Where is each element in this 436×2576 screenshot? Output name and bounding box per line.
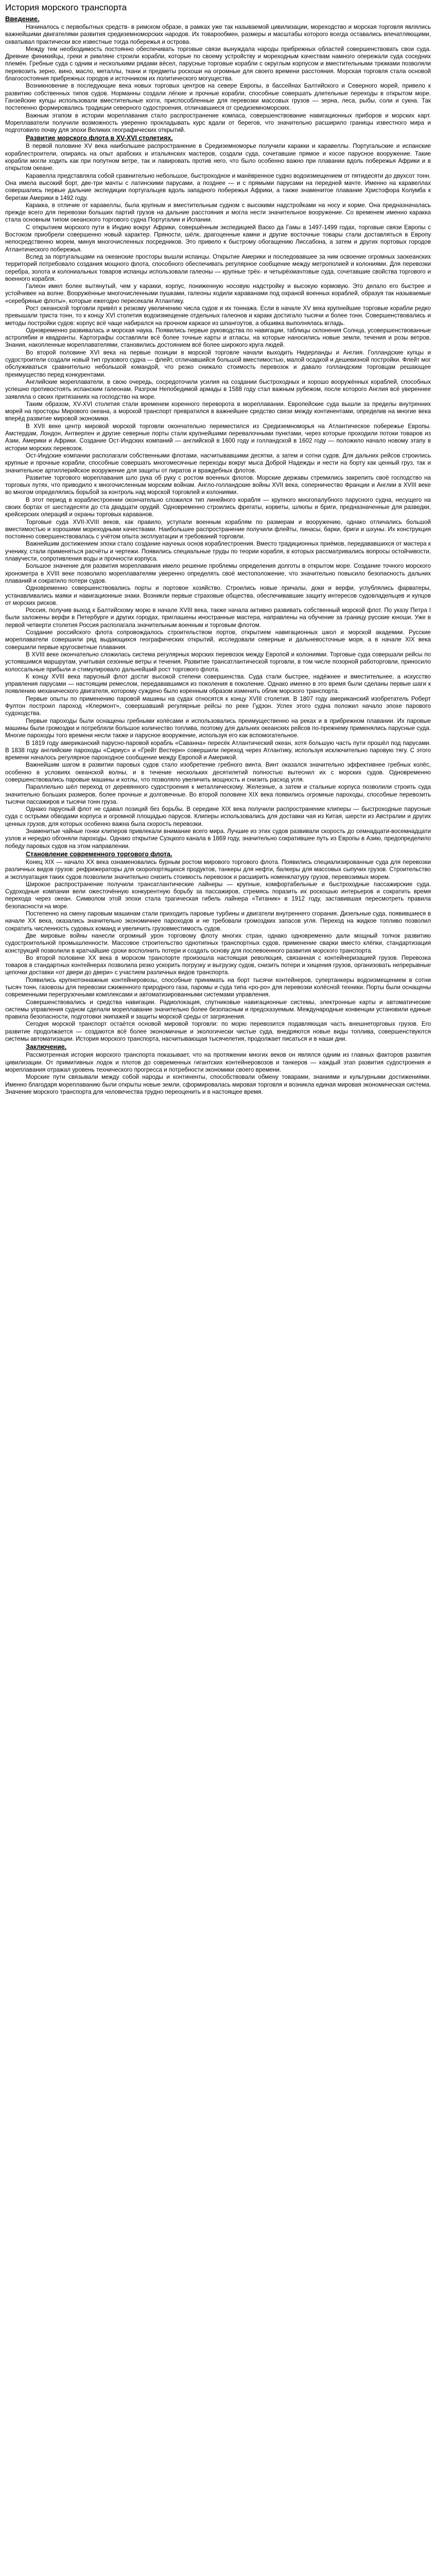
paragraph: Между тем необходимость постоянно обеспечивать торговые связи вынуждала народы прибрежных областей совершенствовать свои суда. Древние финикийцы, греки и римляне строили корабли, которые по своему устройству и мореходным качествам намного опережали суда соседних племён. Гребные суда с одним и несколькими рядами вёсел, парусные торговые корабли с округлым корпусом и вместительными трюмами позволяли перевозить зерно, вино, масло, металлы, ткани и предметы роскоши на огромные для своего времени расстояния. Морская торговля стала основой благосостояния прибрежных городов и источником их политического могущества. bbox=[5, 45, 431, 82]
paragraph: Параллельно шёл переход от деревянного судостроения к металлическому. Железные, а затем и стальные корпуса позволили строить суда значительно больших размеров, более прочные и долговечные. Во второй половине XIX века появились огромные пароходы, способные перевозить тысячи пассажиров и тысячи тонн груза. bbox=[5, 784, 431, 805]
paragraph: В первой половине XV века наибольшее распространение в Средиземноморье получили каракки и каравеллы. Португальские и испанские кораблестроители, опираясь на опыт арабских и итальянских мастеров, создали суда, сочетавшие прямое и косое парусное вооружение. Такие корабли могли ходить как при попутном ветре, так и лавировать против него, что было особенно важно при плавании вдоль побережья Африки и в открытом океане. bbox=[5, 143, 431, 172]
paragraph: Первые опыты по применению паровой машины на судах относятся к концу XVIII столетия. В 1807 году американский изобретатель Роберт Фултон построил пароход «Клермонт», совершавший регулярные рейсы по реке Гудзон. Успех этого судна положил начало эпохе парового судоходства. bbox=[5, 695, 431, 717]
paragraph: Постепенно на смену паровым машинам стали приходить паровые турбины и двигатели внутреннего сгорания. Дизельные суда, появившиеся в начале XX века, оказались значительно экономичнее пароходов и не требовали громоздких запасов угля. Переход на жидкое топливо позволил сократить численность судовых команд и увеличить грузовместимость судов. bbox=[5, 910, 431, 932]
paragraph: Россия, получив выход к Балтийскому морю в начале XVIII века, также начала активно развивать собственный морской флот. По указу Петра I были заложены верфи в Петербурге и других городах, приглашены иностранные мастера, направлены на обучение за границу русские юноши. Уже в первой четверти столетия Россия располагала значительным военным и торговым флотом. bbox=[5, 607, 431, 629]
paragraph: Создание российского флота сопровождалось строительством портов, открытием навигационных школ и морской академии. Русские мореплаватели совершили ряд выдающихся географических открытий, исследовали северные и дальневосточные моря, а в начале XIX века совершили первые кругосветные плавания. bbox=[5, 629, 431, 651]
paragraph: Рост океанской торговли привёл к резкому увеличению числа судов и их тоннажа. Если в начале XV века крупнейшие торговые корабли редко превышали триста тонн, то к концу XVI столетия водоизмещение отдельных галеонов и каракк достигало тысячи и более тонн. Совершенствовались и методы постройки судов: корпус всё чаще набирался на прочном каркасе из шпангоутов, а обшивка выполнялась вгладь. bbox=[5, 304, 431, 327]
paragraph: Большое значение для развития мореплавания имело решение проблемы определения долготы в открытом море. Создание точного морского хронометра в XVIII веке позволило мореплавателям уверенно определять своё местоположение, что значительно повысило безопасность дальних плаваний и сократило потери судов. bbox=[5, 563, 431, 584]
paragraph: Одновременно совершенствовались порты и портовое хозяйство. Строились новые причалы, доки и верфи, углублялись фарватеры, устанавливались маяки и навигационные знаки. Возникли первые страховые общества, обеспечивавшие защиту интересов судовладельцев и купцов от морских рисков. bbox=[5, 585, 431, 606]
paragraph: Важнейшим шагом в развитии паровых судов стало изобретение гребного винта. Винт оказался значительно эффективнее гребных колёс, особенно в условиях океанской волны, и в течение нескольких десятилетий полностью вытеснил их с морских судов. Одновременно совершенствовались паровые машины и котлы, что позволяло увеличить мощность и снизить расход угля. bbox=[5, 761, 431, 783]
paragraph: Широкое распространение получили трансатлантические лайнеры — крупные, комфортабельные и быстроходные пассажирские суда. Судоходные компании вели ожесточённую конкурентную борьбу за пассажиров, стремясь поразить их роскошью интерьеров и сократить время перехода через океан. Символом этой эпохи стала трагическая гибель лайнера «Титаник» в 1912 году, заставившая пересмотреть правила безопасности на море. bbox=[5, 880, 431, 910]
paragraph: Каравелла представляла собой сравнительно небольшое, быстроходное и манёвренное судно водоизмещением от пятидесяти до двухсот тонн. Она имела высокий борт, две-три мачты с латинскими парусами, а позднее — и с прямыми парусами на передней мачте. Именно на каравеллах совершались первые дальние экспедиции португальцев вдоль западного побережья Африки, а также знаменитое плавание Христофора Колумба к берегам Америки в 1492 году. bbox=[5, 172, 431, 201]
paragraph: Английские мореплаватели, в свою очередь, сосредоточили усилия на создании быстроходных и хорошо вооружённых кораблей, способных успешно противостоять испанским галеонам. Разгром Непобедимой армады в 1588 году стал важным рубежом, после которого Англия всё увереннее заявляла о своих притязаниях на господство на море. bbox=[5, 378, 431, 400]
paragraph: Конец XIX — начало XX века ознаменовались бурным ростом мирового торгового флота. Появились специализированные суда для перевозки различных видов грузов: рефрижераторы для скоропортящихся продуктов, танкеры для нефти, балкеры для массовых сыпучих грузов. Строительство и эксплуатация таких судов позволили значительно снизить стоимость перевозок и расширить номенклатуру грузов, перевозимых морем. bbox=[5, 858, 431, 880]
paragraph: Вслед за португальцами на океанские просторы вышли испанцы. Открытие Америки и последовавшее за ним освоение огромных заокеанских территорий потребовало создания мощного флота, способного обеспечивать регулярное сообщение между метрополией и колониями. Для перевозки серебра, золота и колониальных товаров испанцы использовали галеоны — крупные трёх- и четырёхмачтовые суда, сочетавшие свойства торгового и военного корабля. bbox=[5, 253, 431, 282]
paragraph: Ост-Индские компании располагали собственными флотами, насчитывавшими десятки, а затем и сотни судов. Для дальних рейсов строились крупные и прочные корабли, способные совершать многомесячные переходы вокруг мыса Доброй Надежды и нести на борту как ценный груз, так и значительное артиллерийское вооружение для защиты от пиратов и враждебных флотов. bbox=[5, 452, 431, 474]
document-body bbox=[5, 24, 431, 1096]
paragraph: Первые пароходы были оснащены гребными колёсами и использовались преимущественно на реках и в прибрежном плавании. Их паровые машины были громоздки и потребляли большое количество топлива, поэтому для дальних океанских рейсов по-прежнему применялись парусные суда. Многие пароходы того времени несли также и парусное вооружение, используя его как вспомогательное. bbox=[5, 717, 431, 739]
paragraph: Однако парусный флот не сдавал позиций без борьбы. В середине XIX века получили распространение клиперы — быстроходные парусные суда с острыми обводами корпуса и огромной площадью парусов. Клиперы использовались для доставки чая из Китая, шерсти из Австралии и других ценных грузов, для которых особенно важна была скорость перевозки. bbox=[5, 806, 431, 827]
paragraph: Во второй половине XX века в морском транспорте произошла настоящая революция, связанная с контейнеризацией грузов. Перевозка товаров в стандартных контейнерах позволила резко ускорить погрузку и выгрузку судов, снизить потери и хищения грузов, организовать непрерывные цепочки доставки «от двери до двери» с участием различных видов транспорта. bbox=[5, 954, 431, 976]
section-heading: Заключение. bbox=[26, 1043, 67, 1051]
paragraph: В XVII веке центр мировой морской торговли окончательно переместился из Средиземноморья на Атлантическое побережье Европы. Амстердам, Лондон, Антверпен и другие северные порты стали крупнейшими перевалочными пунктами, через которые проходили потоки товаров из Азии, Америки и Африки. Создание Ост-Индских компаний — английской в 1600 году и голландской в 1602 году — положило начало новому этапу в истории морских перевозок. bbox=[5, 422, 431, 452]
paragraph: Важнейшим достижением эпохи стало создание научных основ кораблестроения. Вместо традиционных приёмов, передававшихся от мастера к ученику, стали применяться расчёты и чертежи. Появились специальные труды по теории корабля, в которых рассматривались вопросы остойчивости, плавучести, сопротивления воды и прочности корпуса. bbox=[5, 540, 431, 563]
paragraph: Галеон имел более вытянутый, чем у каракки, корпус, пониженную носовую надстройку и высокую кормовую. Это делало его быстрее и устойчивее на волне. Вооружённые многочисленными пушками, галеоны ходили караванами под охраной военных кораблей, образуя так называемые «серебряные флоты», которые ежегодно пересекали Атлантику. bbox=[5, 283, 431, 304]
document bbox=[0, 0, 436, 1096]
paragraph: Знаменитые чайные гонки клиперов привлекали внимание всего мира. Лучшие из этих судов развивали скорость до семнадцати-восемнадцати узлов и нередко обгоняли пароходы. Однако открытие Суэцкого канала в 1869 году, значительно сократившее путь из Европы в Азию, предопределило победу паровых судов на этом направлении. bbox=[5, 828, 431, 850]
paragraph: Появились крупнотоннажные контейнеровозы, способные принимать на борт тысячи контейнеров, супертанкеры водоизмещением в сотни тысяч тонн, газовозы для перевозки сжиженного природного газа, паромы и суда типа «ро-ро» для перевозки колёсной техники. Порты были оснащены современными перегрузочными комплексами и автоматизированными системами управления. bbox=[5, 976, 431, 998]
paragraph: Одновременно развивалась и морская наука. Появились первые руководства по навигации, таблицы склонения Солнца, усовершенствованные астролябии и квадранты. Картографы составляли всё более точные карты и атласы, на которые наносились новые земли, течения и розы ветров. Знания, накопленные мореплавателями, становились достоянием всё более широкого круга людей. bbox=[5, 327, 431, 349]
paragraph: Важным этапом в истории мореплавания стало распространение компаса, совершенствование навигационных приборов и морских карт. Мореплаватели получили возможность уверенно прокладывать курс вдали от берегов, что значительно расширило границы известного мира и подготовило почву для эпохи Великих географических открытий. bbox=[5, 112, 431, 134]
paragraph: Две мировые войны нанесли огромный урон торговому флоту многих стран, однако одновременно дали мощный толчок развитию судостроительной промышленности. Массовое строительство однотипных транспортных судов, применение сварки вместо клёпки, стандартизация конструкций позволили в кратчайшие сроки восполнить потери и создать основу для послевоенного развития морского транспорта. bbox=[5, 932, 431, 954]
paragraph: Каракка, в отличие от каравеллы, была крупным и вместительным судном с высокими надстройками на носу и корме. Она предназначалась прежде всего для перевозки больших партий грузов на дальние расстояния и могла нести значительное вооружение. Со временем именно каракка стала основным типом океанского торгового судна Португалии и Испании. bbox=[5, 201, 431, 224]
paragraph: Во второй половине XVI века на первые позиции в морской торговле начали выходить Нидерланды и Англия. Голландские купцы и судостроители создали новый тип грузового судна — флейт, отличавшийся большой вместимостью, малой осадкой и дешевизной постройки. Флейт мог обслуживаться сравнительно небольшой командой, что резко снижало стоимость перевозок и давало голландским торговцам решающее преимущество перед конкурентами. bbox=[5, 349, 431, 378]
paragraph: В 1819 году американский парусно-паровой корабль «Саванна» пересёк Атлантический океан, хотя большую часть пути прошёл под парусами. В 1838 году английские пароходы «Сириус» и «Грейт Вестерн» совершили переход через Атлантику, используя исключительно паровую тягу. С этого времени началось регулярное пароходное сообщение между Европой и Америкой. bbox=[5, 739, 431, 761]
paragraph: Рассмотренная история морского транспорта показывает, что на протяжении многих веков он являлся одним из главных факторов развития цивилизации. От примитивных лодок и плотов до современных гигантских контейнеровозов и танкеров — каждый этап развития судостроения и мореплавания отражал уровень технического прогресса и потребности экономики своего времени. bbox=[5, 1052, 431, 1073]
paragraph: В XVIII веке окончательно сложилась система регулярных морских перевозок между Европой и колониями. Торговые суда совершали рейсы по устоявшимся маршрутам, учитывая сезонные ветры и течения. Развитие трансатлантической торговли, в том числе позорной работорговли, приносило колоссальные прибыли и стимулировало дальнейший рост торгового флота. bbox=[5, 651, 431, 673]
paragraph: Сегодня морской транспорт остаётся основой мировой торговли: по морю перевозится подавляющая часть внешнеторговых грузов. Его развитие продолжается — создаются всё более экономичные и экологически чистые суда, внедряются новые виды топлива, совершенствуются системы автоматизации. История морского транспорта, насчитывающая тысячелетия, продолжает писаться и в наши дни. bbox=[5, 1021, 431, 1043]
section-heading: Развитие морского флота в XV-XVI столетиях. bbox=[26, 134, 173, 142]
paragraph: В этот период в кораблестроении окончательно сложился тип линейного корабля — крупного многопалубного парусного судна, несущего на своих бортах от шестидесяти до ста двадцати орудий. Одновременно строились фрегаты, корветы, шлюпы и бриги, предназначенные для разведки, крейсерских операций и охраны торговых караванов. bbox=[5, 496, 431, 518]
paragraph: Начиналось с первобытных средств- в римском образе, в рамках уже так называемой цивилизации, мореходство и морская торговля являлись важнейшими двигателями развития средиземноморских народов. Их товарообмен, размеры и масштабы которого всегда оставались впечатляющими, охватывал практически все известные тогда побережья и острова. bbox=[5, 24, 431, 45]
intro-heading: Введение. bbox=[5, 15, 40, 23]
paragraph: Развитие торгового мореплавания шло рука об руку с ростом военных флотов. Морские державы стремились закрепить своё господство на торговых путях, что приводило к многочисленным морским войнам. Англо-голландские войны XVII века, соперничество Франции и Англии в XVIII веке во многом определялись борьбой за контроль над морской торговлей и колониями. bbox=[5, 474, 431, 496]
paragraph: К концу XVIII века парусный флот достиг высокой степени совершенства. Суда стали быстрее, надёжнее и вместительнее, а искусство управления парусами — настоящим ремеслом, передававшимся из поколения в поколение. Однако именно в это время были сделаны первые шаги к появлению механического двигателя, которому суждено было коренным образом изменить облик морского транспорта. bbox=[5, 673, 431, 695]
paragraph: Морские пути связывали между собой народы и континенты, способствовали обмену товарами, знаниями и культурными достижениями. Именно благодаря мореплаванию были открыты новые земли, сформировалась мировая торговля и возникла единая мировая экономическая система. Значение морского транспорта для человечества трудно переоценить и в настоящее время. bbox=[5, 1074, 431, 1095]
paragraph: С открытием морского пути в Индию вокруг Африки, совершённым экспедицией Васко да Гамы в 1497-1499 годах, торговые связи Европы с Востоком приобрели совершенно новый характер. Пряности, шёлк, драгоценные камни и другие восточные товары стали доставляться в Европу непосредственно морем, минуя многочисленных посредников. Это привело к быстрому обогащению Лиссабона, а затем и других портовых городов Атлантического побережья. bbox=[5, 224, 431, 253]
paragraph: Совершенствовались и средства навигации. Радиолокация, спутниковые навигационные системы, электронные карты и автоматические системы управления судном сделали мореплавание значительно более безопасным и предсказуемым. Международные конвенции установили единые правила безопасности, подготовки экипажей и защиты морской среды от загрязнения. bbox=[5, 998, 431, 1021]
document-title: История морского транспорта bbox=[5, 3, 127, 12]
section-heading: Становление современного торгового флота. bbox=[26, 850, 172, 858]
paragraph: Возникновение в последующие века новых торговых центров на севере Европы, в бассейнах Балтийского и Северного морей, привело к развитию собственных типов судов. Норманны создали лёгкие и прочные корабли, способные совершать длительные переходы в открытом море. Ганзейские купцы использовали вместительные когги, приспособленные для перевозки массовых грузов — зерна, леса, рыбы, соли и сукна. Так постепенно формировались традиции северного судостроения, отличавшиеся от средиземноморских. bbox=[5, 82, 431, 112]
paragraph: Торговые суда XVII-XVIII веков, как правило, уступали военным кораблям по размерам и вооружению, однако отличались большой вместимостью и хорошими мореходными качествами. Наибольшее распространение получили флейты, пинасы, барки, бриги и шхуны. Их конструкция постоянно совершенствовалась с учётом опыта эксплуатации и требований торговли. bbox=[5, 518, 431, 540]
paragraph: Таким образом, XV-XVI столетия стали временем коренного переворота в мореплавании. Европейские суда вышли за пределы внутренних морей на просторы Мирового океана, а морской транспорт превратился в важнейшее средство связи между континентами, определив на многие века вперёд развитие мировой экономики. bbox=[5, 400, 431, 422]
